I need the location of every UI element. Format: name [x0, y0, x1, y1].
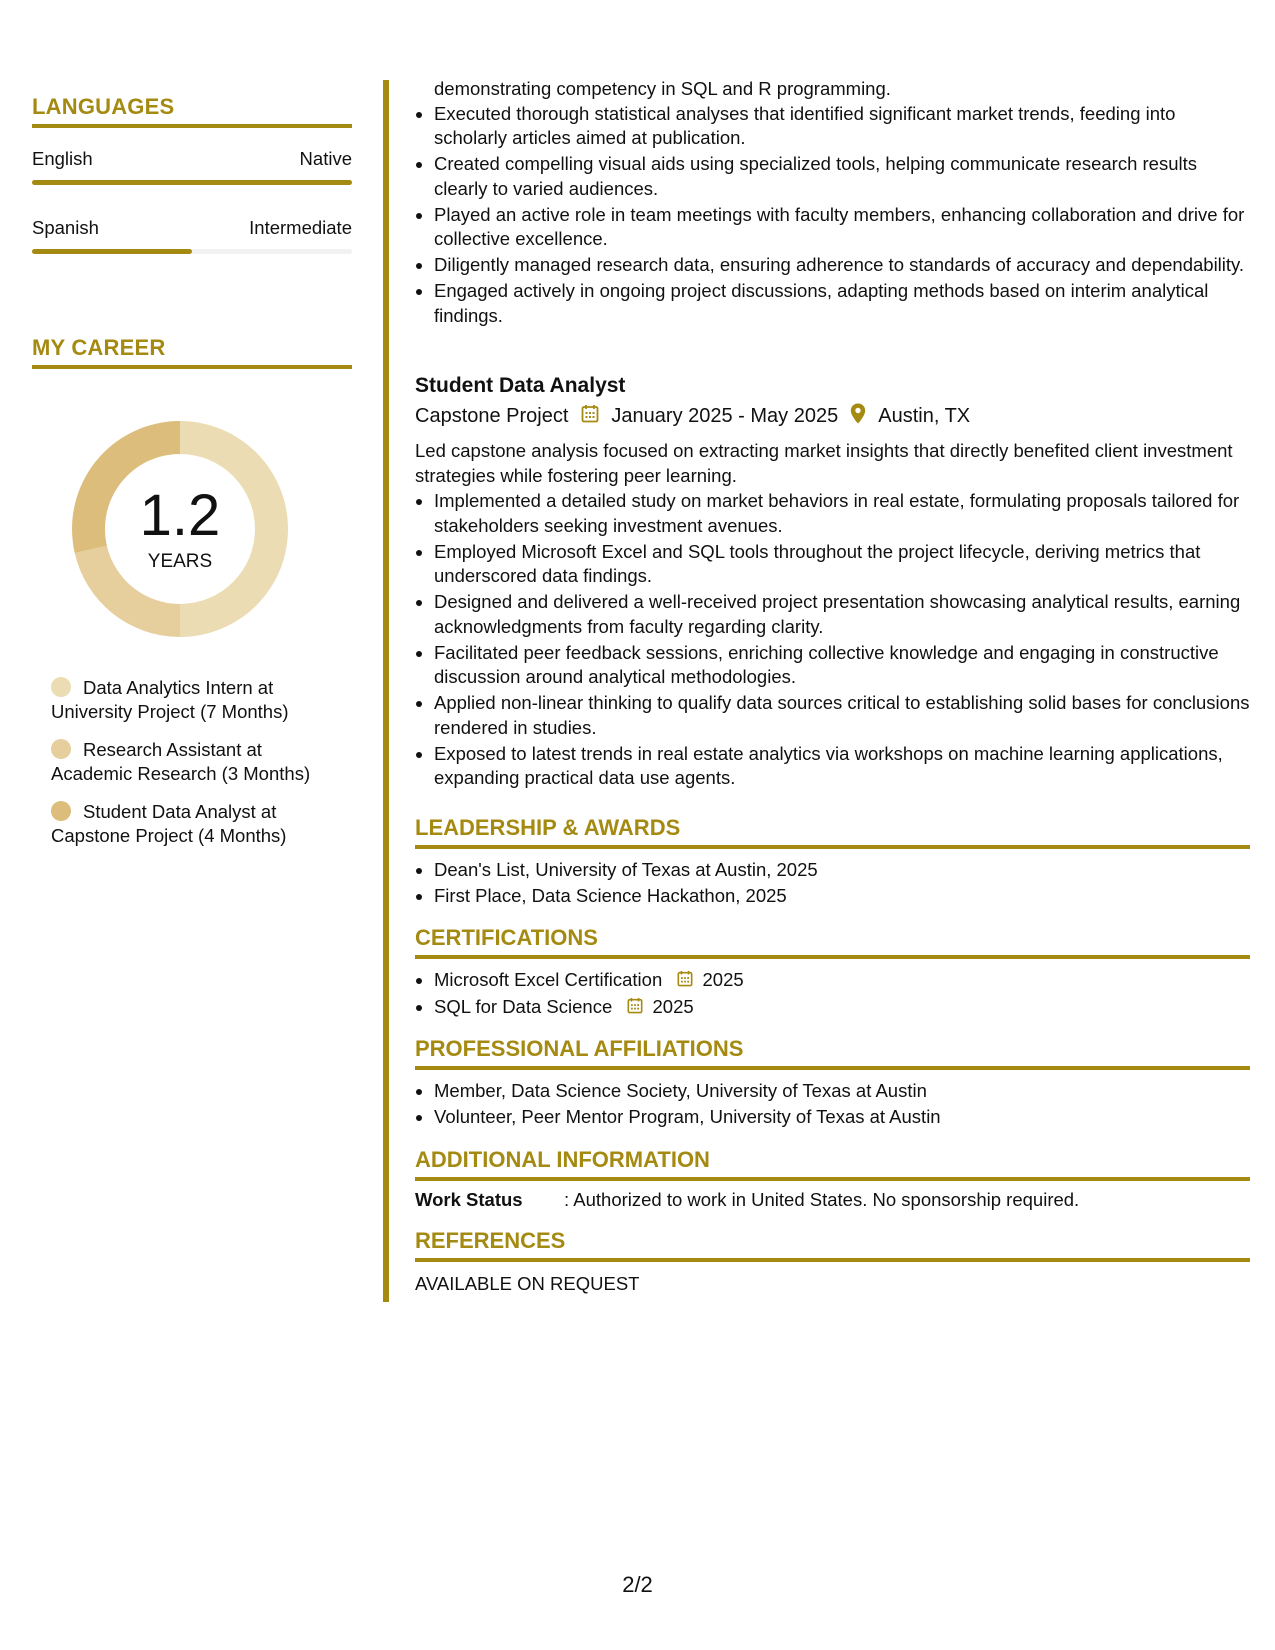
- bullet-item: • Designed and delivered a well-received project presentation showcasing analytical results, earning acknowledgments from faculty regarding clarity.: [434, 590, 1250, 639]
- cert-year: 2025: [652, 995, 694, 1017]
- job-bullet-list: [415, 489, 1250, 791]
- language-bar-fill: [32, 249, 192, 254]
- career-role: Data Analytics Intern at: [83, 677, 274, 698]
- additional-info-section: [415, 1147, 1250, 1211]
- references-heading: REFERENCES: [415, 1228, 1250, 1262]
- awards-list: [415, 858, 1250, 909]
- career-duration: Capstone Project (4 Months): [51, 825, 287, 846]
- bullet-item: • Exposed to latest trends in real estate analytics via workshops on machine learning applications, expanding practical data use agents.: [434, 742, 1250, 791]
- award-item: • First Place, Data Science Hackathon, 2025: [434, 884, 1250, 909]
- awards-section: [415, 815, 1250, 910]
- languages-heading: LANGUAGES: [32, 94, 352, 128]
- affiliations-list: [415, 1079, 1250, 1130]
- language-english: [32, 148, 352, 185]
- bullet-item: • Facilitated peer feedback sessions, enriching collective knowledge and engaging in constructive discussion around analytical methodologies.: [434, 641, 1250, 690]
- job-meta: [415, 403, 1250, 430]
- job-entry: [415, 374, 1250, 792]
- language-level: Intermediate: [249, 217, 352, 238]
- career-legend-item: [51, 800, 351, 848]
- certifications-heading: CERTIFICATIONS: [415, 925, 1250, 959]
- bullet-item: • Employed Microsoft Excel and SQL tools throughout the project lifecycle, deriving metrics that underscored data findings.: [434, 540, 1250, 589]
- career-legend: [51, 676, 351, 862]
- legend-dot: [51, 739, 71, 759]
- career-legend-item: [51, 676, 351, 724]
- career-duration: Academic Research (3 Months): [51, 763, 311, 784]
- references-text: AVAILABLE ON REQUEST: [415, 1273, 640, 1294]
- legend-dot: [51, 677, 71, 697]
- certification-item: [434, 995, 1250, 1020]
- cert-name: SQL for Data Science: [434, 995, 613, 1017]
- career-role: Student Data Analyst at: [83, 801, 277, 822]
- work-status-value: : Authorized to work in United States. No sponsorship required.: [564, 1189, 1080, 1210]
- certifications-section: [415, 925, 1250, 1022]
- job-title: Student Data Analyst: [415, 374, 626, 397]
- bullet-item: • Engaged actively in ongoing project discussions, adapting methods based on interim analytical findings.: [434, 279, 1250, 328]
- column-divider: [383, 80, 389, 1302]
- language-spanish: [32, 217, 352, 254]
- bullet-item: • Implemented a detailed study on market behaviors in real estate, formulating proposals tailored for stakeholders seeking investment avenues.: [434, 489, 1250, 538]
- career-total: 1.2: [139, 483, 221, 548]
- work-status-row: [415, 1189, 1250, 1211]
- career-heading: MY CAREER: [32, 335, 352, 369]
- job-dates: January 2025 - May 2025: [611, 405, 839, 427]
- job-summary: Led capstone analysis focused on extracting market insights that directly benefited client investment strategies while fostering peer learning.: [415, 440, 1233, 486]
- language-level: Native: [299, 148, 352, 169]
- languages-section: [32, 94, 352, 254]
- language-bar: [32, 249, 352, 254]
- affiliation-item: • Member, Data Science Society, University of Texas at Austin: [434, 1079, 1250, 1104]
- affiliation-item: • Volunteer, Peer Mentor Program, University of Texas at Austin: [434, 1105, 1250, 1130]
- career-duration: University Project (7 Months): [51, 701, 289, 722]
- career-role: Research Assistant at: [83, 739, 262, 760]
- bullet-item: • Executed thorough statistical analyses that identified significant market trends, feeding into scholarly articles aimed at publication.: [434, 102, 1250, 151]
- affiliations-heading: PROFESSIONAL AFFILIATIONS: [415, 1036, 1250, 1070]
- legend-dot: [51, 801, 71, 821]
- language-name: English: [32, 148, 93, 169]
- location-pin-icon: [850, 403, 866, 430]
- career-donut: [66, 415, 294, 643]
- awards-heading: LEADERSHIP & AWARDS: [415, 815, 1250, 849]
- career-section: [32, 335, 352, 369]
- additional-info-heading: ADDITIONAL INFORMATION: [415, 1147, 1250, 1181]
- career-unit: YEARS: [147, 551, 213, 572]
- bullet-item: • Diligently managed research data, ensuring adherence to standards of accuracy and dependability.: [434, 253, 1250, 278]
- references-section: [415, 1228, 1250, 1295]
- award-item: • Dean's List, University of Texas at Austin, 2025: [434, 858, 1250, 883]
- language-bar-fill: [32, 180, 352, 185]
- calendar-icon: [581, 404, 599, 429]
- calendar-icon: [677, 969, 693, 994]
- page-number: 2/2: [622, 1572, 653, 1597]
- bullet-continuation: demonstrating competency in SQL and R programming.: [434, 78, 891, 99]
- bullet-item: • Applied non-linear thinking to qualify data sources critical to establishing solid bases for conclusions rendered in studies.: [434, 691, 1250, 740]
- job-org: Capstone Project: [415, 405, 569, 427]
- job-location: Austin, TX: [878, 405, 971, 427]
- bullet-item: • Created compelling visual aids using specialized tools, helping communicate research results clearly to varied audiences.: [434, 152, 1250, 201]
- language-bar: [32, 180, 352, 185]
- affiliations-section: [415, 1036, 1250, 1131]
- bullet-item: • Played an active role in team meetings with faculty members, enhancing collaboration and drive for collective excellence.: [434, 203, 1250, 252]
- certifications-list: [415, 968, 1250, 1020]
- cert-name: Microsoft Excel Certification: [434, 969, 663, 990]
- cert-year: 2025: [702, 969, 744, 990]
- work-status-label: Work Status: [415, 1189, 523, 1210]
- certification-item: [434, 968, 1250, 993]
- research-assistant-bullets: [415, 77, 1250, 330]
- career-legend-item: [51, 738, 351, 786]
- language-name: Spanish: [32, 217, 99, 238]
- calendar-icon: [627, 996, 643, 1021]
- bullet-list: [415, 102, 1250, 329]
